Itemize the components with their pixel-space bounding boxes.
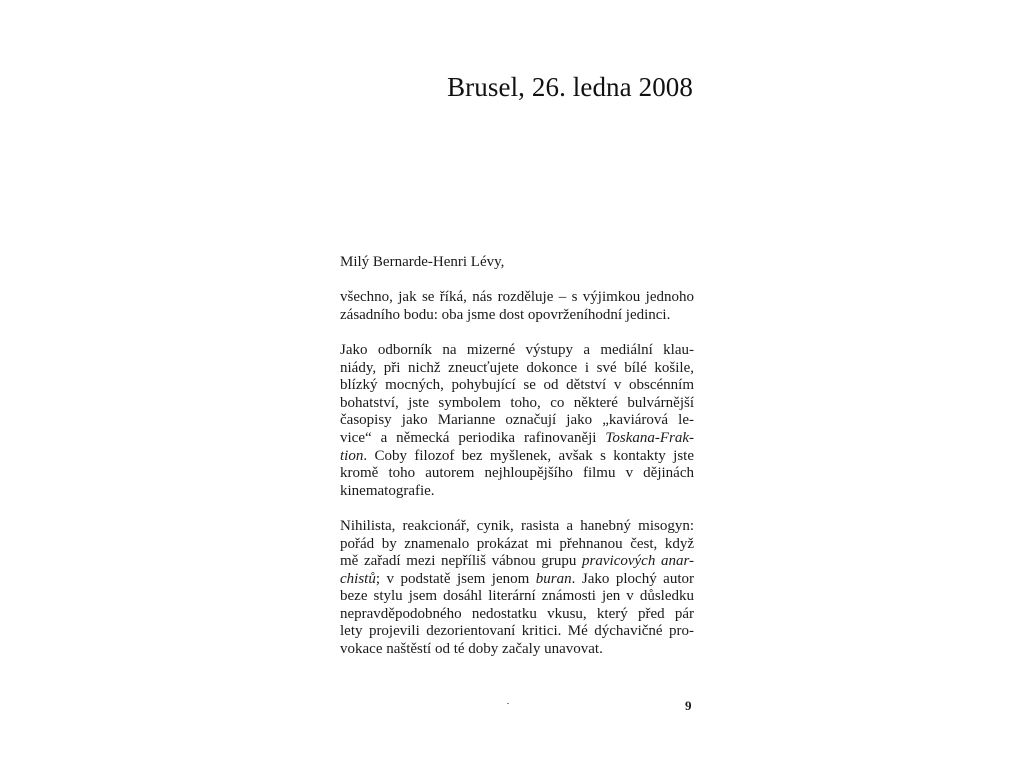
text-line <box>340 465 694 483</box>
italic-text: pravicových anar- <box>582 553 694 570</box>
text-line <box>340 588 694 606</box>
text-segment: zásadního bodu: oba jsme dost opovrženíhodní jedinci. <box>340 306 671 323</box>
text-segment: ; v podstatě jsem jenom <box>375 570 536 587</box>
text-segment: nepravděpodobného nedostatku vkusu, který před pár <box>340 605 694 622</box>
paragraph <box>340 518 694 659</box>
text-segment: lety projevili dezorientovaní kritici. Mé dýchavičné pro- <box>340 623 694 640</box>
text-segment: kromě toho autorem nejhloupějšího filmu v dějinách <box>340 465 694 482</box>
letter-body <box>340 254 694 659</box>
text-segment: beze stylu jsem dosáhl literární známosti jen v důsledku <box>340 588 694 605</box>
text-line <box>340 289 694 307</box>
text-line <box>340 360 694 378</box>
text-line <box>340 342 694 360</box>
letter-heading: Brusel, 26. ledna 2008 <box>447 72 693 102</box>
text-segment: vokace naštěstí od té doby začaly unavovat. <box>340 641 603 658</box>
text-segment: mě zařadí mezi nepříliš vábnou grupu <box>340 553 583 570</box>
text-segment: . Jako plochý autor <box>571 570 695 587</box>
text-line <box>340 606 694 624</box>
paragraph <box>340 342 694 500</box>
paragraph <box>340 289 694 324</box>
text-segment: blízký mocných, pohybující se od dětství v obscénním <box>340 377 694 394</box>
italic-text: chistů <box>340 570 376 587</box>
text-segment: vice“ a německá periodika rafinovaněji <box>340 429 606 446</box>
text-line <box>340 571 694 589</box>
italic-text: buran <box>535 570 572 587</box>
text-segment: kinematografie. <box>340 482 435 499</box>
text-segment: . Coby filozof bez myšlenek, avšak s kontakty jste <box>363 447 694 464</box>
text-line <box>340 518 694 536</box>
text-segment: bohatství, jste symbolem toho, co některé bulvárnější <box>340 394 694 411</box>
italic-text: Toskana-Frak- <box>605 429 694 446</box>
text-line <box>340 307 694 325</box>
text-segment: časopisy jako Marianne označují jako „kaviárová le- <box>340 412 695 429</box>
text-segment: niády, při nichž zneucťujete dokonce i své bílé košile, <box>340 359 694 376</box>
text-segment: Jako odborník na mizerné výstupy a mediální klau- <box>340 341 694 358</box>
text-line <box>340 536 694 554</box>
text-line <box>340 377 694 395</box>
text-line <box>340 553 694 571</box>
salutation: Milý Bernarde-Henri Lévy, <box>340 254 505 270</box>
text-segment: pořád by znamenalo prokázat mi přehnanou čest, když <box>340 535 694 552</box>
page-number: 9 <box>685 698 692 713</box>
text-line <box>340 641 694 659</box>
text-line <box>340 448 694 466</box>
italic-text: tion <box>340 447 364 464</box>
text-line <box>340 412 694 430</box>
text-line <box>340 483 694 501</box>
text-line <box>340 623 694 641</box>
text-line <box>340 430 694 448</box>
print-speck <box>507 703 509 704</box>
text-segment: Nihilista, reakcionář, cynik, rasista a hanebný misogyn: <box>340 517 694 534</box>
letter-paragraphs <box>340 289 694 658</box>
text-line <box>340 395 694 413</box>
text-segment: všechno, jak se říká, nás rozděluje – s výjimkou jednoho <box>340 289 694 306</box>
